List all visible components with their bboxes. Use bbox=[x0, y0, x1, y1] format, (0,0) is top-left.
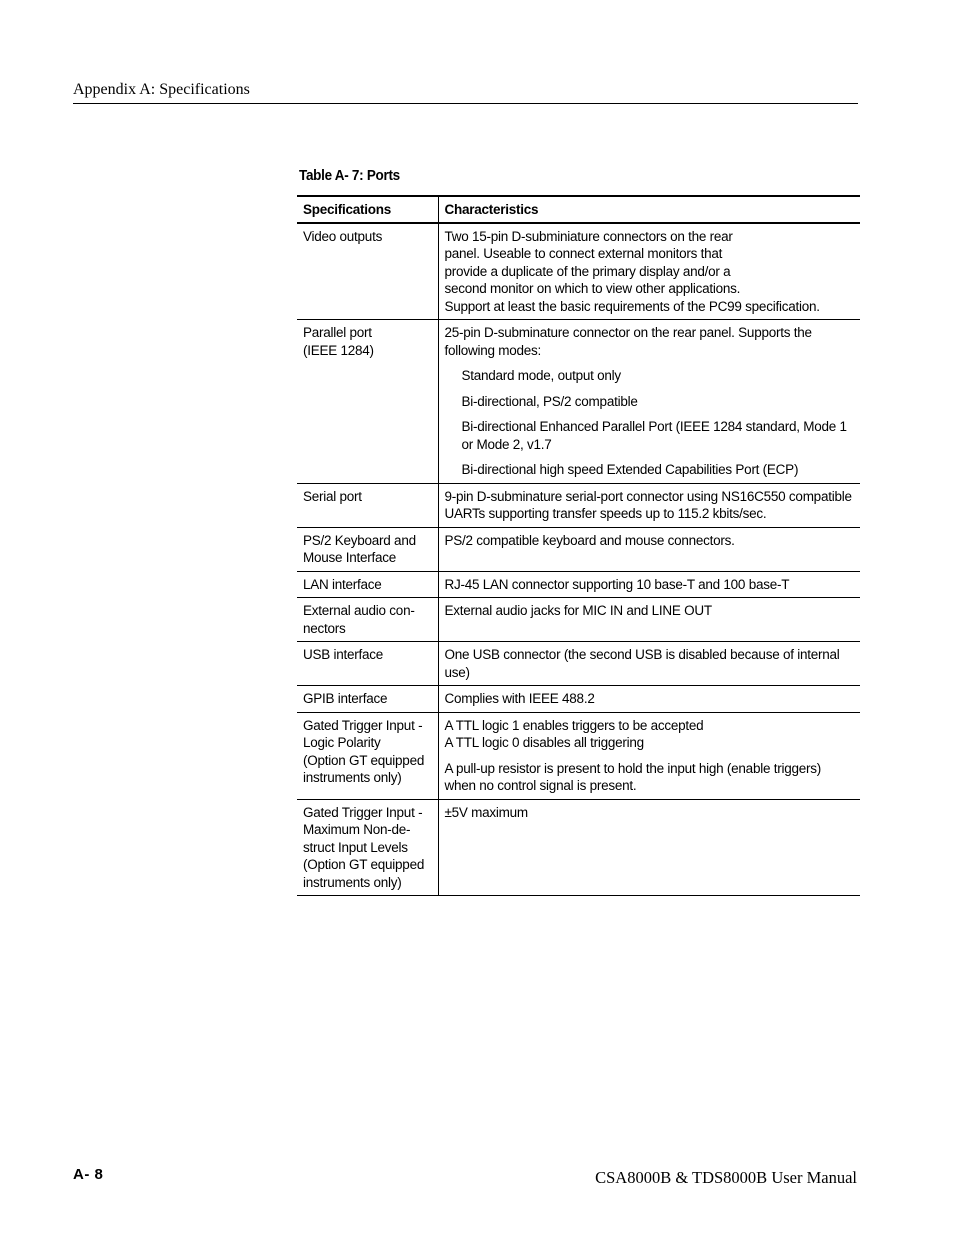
spec-cell bbox=[297, 527, 438, 571]
characteristic-line: A TTL logic 1 enables triggers to be accepted bbox=[444, 717, 704, 733]
spec-text: PS/2 Keyboard and bbox=[303, 532, 416, 548]
spec-cell bbox=[297, 598, 438, 642]
table-row bbox=[297, 320, 860, 484]
ports-spec-table bbox=[297, 195, 860, 896]
spec-cell bbox=[297, 571, 438, 598]
spec-text: nectors bbox=[303, 620, 346, 636]
table-row bbox=[297, 571, 860, 598]
spec-text: GPIB interface bbox=[303, 691, 388, 706]
characteristic-text: 25-pin D-subminature connector on the rear panel. Supports the following modes: bbox=[444, 325, 812, 358]
table-header-row bbox=[297, 196, 860, 223]
characteristic-text: One USB connector (the second USB is disabled because of internal use) bbox=[444, 647, 840, 680]
column-header-characteristics: Characteristics bbox=[438, 196, 860, 223]
column-header-specifications: Specifications bbox=[297, 196, 438, 223]
spec-text: Video outputs bbox=[303, 228, 383, 244]
spec-cell bbox=[297, 223, 438, 320]
spec-text: Gated Trigger Input - bbox=[303, 804, 423, 820]
spec-text: struct Input Levels bbox=[303, 839, 408, 855]
table-row bbox=[297, 642, 860, 686]
spec-text: Mouse Interface bbox=[303, 550, 397, 565]
spec-cell bbox=[297, 483, 438, 527]
spec-cell bbox=[297, 712, 438, 799]
mode-item: Bi-directional Enhanced Parallel Port (IEEE 1284 standard, Mode 1 or Mode 2, v1.7 bbox=[461, 419, 847, 452]
spec-cell bbox=[297, 799, 438, 896]
characteristic-text: Complies with IEEE 488.2 bbox=[444, 691, 595, 706]
table-row bbox=[297, 712, 860, 799]
characteristics-cell bbox=[438, 223, 860, 320]
characteristics-cell bbox=[438, 320, 860, 484]
spec-cell bbox=[297, 642, 438, 686]
spec-text: USB interface bbox=[303, 647, 384, 662]
table-row bbox=[297, 483, 860, 527]
characteristics-cell bbox=[438, 483, 860, 527]
spec-text: External audio con- bbox=[303, 603, 415, 618]
spec-text: Parallel port bbox=[303, 325, 372, 340]
table-row bbox=[297, 799, 860, 896]
spec-text: (Option GT equipped bbox=[303, 857, 425, 872]
manual-title: CSA8000B & TDS8000B User Manual bbox=[595, 1168, 857, 1187]
spec-text: Serial port bbox=[303, 488, 362, 504]
table-row bbox=[297, 686, 860, 713]
spec-text: (IEEE 1284) bbox=[303, 342, 374, 358]
characteristic-line: provide a duplicate of the primary display and/or a bbox=[444, 263, 731, 279]
characteristic-note: A pull-up resistor is present to hold the input high (enable triggers) when no control signal is present. bbox=[444, 760, 821, 793]
characteristic-line: panel. Useable to connect external monitors that bbox=[444, 246, 723, 261]
characteristic-text: PS/2 compatible keyboard and mouse connectors. bbox=[444, 532, 735, 548]
characteristic-text: ±5V maximum bbox=[444, 804, 528, 820]
characteristic-line: Support at least the basic requirements of the PC99 specification. bbox=[444, 298, 820, 314]
characteristics-cell bbox=[438, 799, 860, 896]
spec-text: instruments only) bbox=[303, 874, 402, 890]
spec-text: Gated Trigger Input - bbox=[303, 717, 423, 733]
characteristics-cell bbox=[438, 712, 860, 799]
spec-cell bbox=[297, 320, 438, 484]
spec-text: (Option GT equipped bbox=[303, 752, 425, 768]
mode-item: Standard mode, output only bbox=[461, 368, 621, 383]
characteristics-cell bbox=[438, 598, 860, 642]
running-header: Appendix A: Specifications bbox=[73, 80, 858, 104]
spec-text: Logic Polarity bbox=[303, 735, 381, 750]
spec-text: LAN interface bbox=[303, 576, 382, 592]
characteristics-cell bbox=[438, 571, 860, 598]
characteristic-line: Two 15-pin D-subminiature connectors on the rear bbox=[444, 228, 733, 244]
spec-cell bbox=[297, 686, 438, 713]
characteristic-text: RJ-45 LAN connector supporting 10 base-T and 100 base-T bbox=[444, 576, 790, 592]
characteristic-line: second monitor on which to view other applications. bbox=[444, 281, 741, 296]
characteristics-cell bbox=[438, 686, 860, 713]
spec-text: instruments only) bbox=[303, 770, 402, 785]
characteristic-text: External audio jacks for MIC IN and LINE OUT bbox=[444, 603, 712, 618]
table-title: Table A- 7: Ports bbox=[299, 168, 400, 184]
characteristic-line: A TTL logic 0 disables all triggering bbox=[444, 735, 644, 750]
mode-item: Bi-directional high speed Extended Capabilities Port (ECP) bbox=[461, 462, 799, 477]
table-row bbox=[297, 527, 860, 571]
page-number: A- 8 bbox=[73, 1166, 104, 1183]
spec-text: Maximum Non-de- bbox=[303, 822, 411, 837]
characteristic-text: 9-pin D-subminature serial-port connector using NS16C550 compatible UARTs supporting transfer speeds up to 115.2 kbits/sec. bbox=[444, 488, 852, 521]
table-row bbox=[297, 223, 860, 320]
table-row bbox=[297, 598, 860, 642]
characteristics-cell bbox=[438, 527, 860, 571]
characteristics-cell bbox=[438, 642, 860, 686]
mode-item: Bi-directional, PS/2 compatible bbox=[461, 393, 638, 409]
